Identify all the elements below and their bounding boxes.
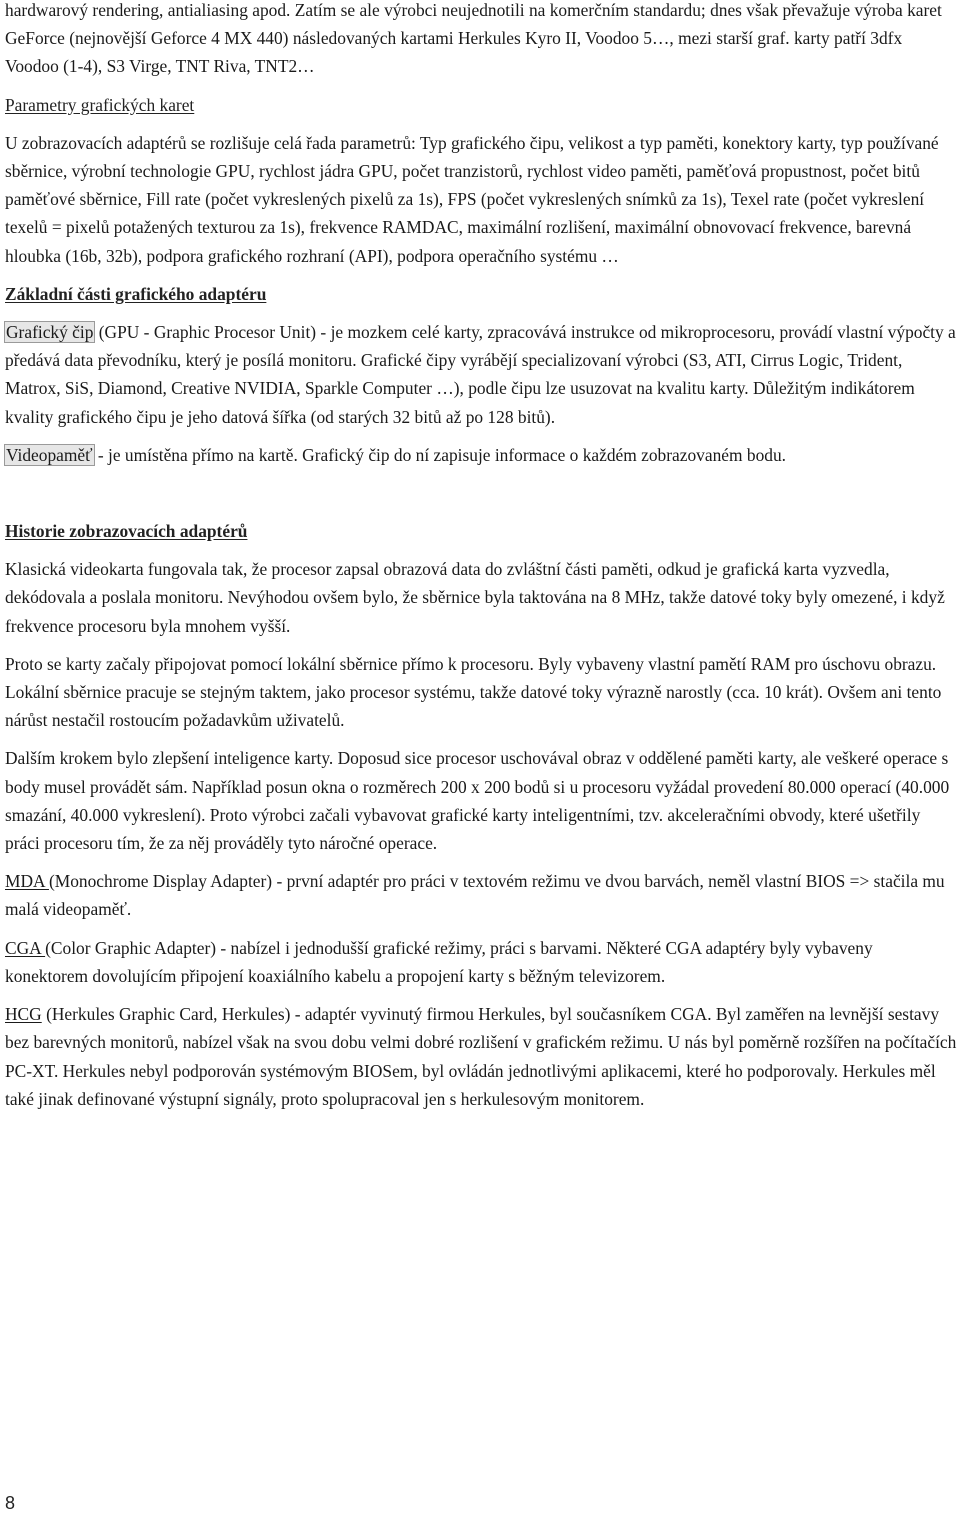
cga-term: CGA <box>5 937 46 958</box>
hcg-description: (Herkules Graphic Card, Herkules) - adaptér vyvinutý firmou Herkules, byl současníkem CGA. Byl zaměřen na levnější sestavy bez barevných monitorů, nabízel však na svou dobu velmi dobré rozlišení v grafickém režimu. U nás byl poměrně rozšířen na počítačích PC-XT. Herkules nebyl podporován systémovým BIOSem, byl ovládán jednotlivými aplikacemi, které ho podporovaly. Herkules měl také jinak definované výstupní signály, proto spolupracoval jen s herkulesovým monitorem. <box>5 1004 957 1109</box>
hcg-term: HCG <box>5 1004 42 1025</box>
intro-paragraph: hardwarový rendering, antialiasing apod. Zatím se ale výrobci neujednotili na komerčním standardu; dnes však převažuje výroba karet GeForce (nejnovější Geforce 4 MX 440) následovaných kartami Herkules Kyro II, Voodoo 5…, mezi starší graf. karty patří 3dfx Voodoo (1-4), S3 Virge, TNT Riva, TNT2… <box>5 0 942 77</box>
gpu-description: (GPU - Graphic Procesor Unit) - je mozkem celé karty, zpracovává instrukce od mikroprocesoru, provádí vlastní výpočty a předává data převodníku, který je posílá monitoru. Grafické čipy vyrábějí specializovaní výrobci (S3, ATI, Cirrus Logic, Trident, Matrox, SiS, Diamond, Creative NVIDIA, Sparkle Computer …), podle čipu lze usuzovat na kvalitu karty. Důležitým indikátorem kvality grafického čipu je jeho datová šířka (od starých 32 bitů až po 128 bitů). <box>5 322 956 427</box>
history-heading: Historie zobrazovacích adaptérů <box>5 521 248 542</box>
history-paragraph-2: Proto se karty začaly připojovat pomocí lokální sběrnice přímo k procesoru. Byly vybaveny vlastní pamětí RAM pro úschovu obrazu. Lokální sběrnice pracuje se stejným taktem, jako procesor systému, takže datové toky výrazně narostly (cca. 10 krát). Ovšem ani tento nárůst nestačil rostoucím požadavkům uživatelů. <box>5 653 942 731</box>
vram-paragraph <box>5 441 957 469</box>
basics-heading: Základní části grafického adaptéru <box>5 283 267 304</box>
cga-description: (Color Graphic Adapter) - nabízel i jednodušší grafické režimy, práci s barvami. Některé CGA adaptéry byly vybaveny konektorem dovolujícím připojení koaxiálního kabelu a propojení karty s běžným televizorem. <box>5 937 873 986</box>
gpu-paragraph <box>5 318 957 431</box>
parameters-paragraph: U zobrazovacích adaptérů se rozlišuje celá řada parametrů: Typ grafického čipu, velikost a typ paměti, konektory karty, typ používané sběrnice, výrobní technologie GPU, rychlost jádra GPU, počet tranzistorů, rychlost video paměti, paměťová propustnost, počet bitů paměťové sběrnice, Fill rate (počet vykreslených pixelů za 1s), FPS (počet vykreslených snímků za 1s), Texel rate (počet vykreslení texelů = pixelů potažených texturou za 1s), frekvence RAMDAC, maximální rozlišení, maximální obnovovací frekvence, barevná hloubka (16b, 32b), podpora grafického rozhraní (API), podpora operačního systému … <box>5 132 939 266</box>
mda-paragraph <box>5 867 957 923</box>
vram-description: - je umístěna přímo na kartě. Grafický čip do ní zapisuje informace o každém zobrazovaném bodu. <box>93 444 787 465</box>
history-paragraph-1: Klasická videokarta fungovala tak, že procesor zapsal obrazová data do zvláštní části paměti, odkud je grafická karta vyzvedla, dekódovala a poslala monitoru. Nevýhodou ovšem bylo, že sběrnice byla taktována na 8 MHz, takže datové toky byly omezené, i když frekvence procesoru byla mnohem vyšší. <box>5 559 945 636</box>
hcg-paragraph <box>5 1000 957 1113</box>
parameters-heading: Parametry grafických karet <box>5 94 195 115</box>
mda-term: MDA <box>5 871 49 892</box>
document-page <box>5 0 957 1113</box>
mda-description: (Monochrome Display Adapter) - první adaptér pro práci v textovém režimu ve dvou barvách, neměl vlastní BIOS => stačila mu malá videopaměť. <box>5 871 945 920</box>
history-paragraph-3: Dalším krokem bylo zlepšení inteligence karty. Doposud sice procesor uschovával obraz v oddělené paměti karty, ale veškeré operace s body musel provádět sám. Například posun okna o rozměrech 200 x 200 bodů si u procesoru vyžádal provedení 80.000 operací (40.000 smazání, 40.000 vykreslení). Proto výrobci začali vybavovat grafické karty inteligentními, tzv. akceleračními obvody, které ušetřily práci procesoru tím, že za něj prováděly tyto náročné operace. <box>5 748 950 854</box>
page-number: 8 <box>5 1493 16 1513</box>
cga-paragraph <box>5 934 957 990</box>
gpu-term: Grafický čip <box>6 322 94 343</box>
vram-term: Videopaměť <box>6 444 93 465</box>
